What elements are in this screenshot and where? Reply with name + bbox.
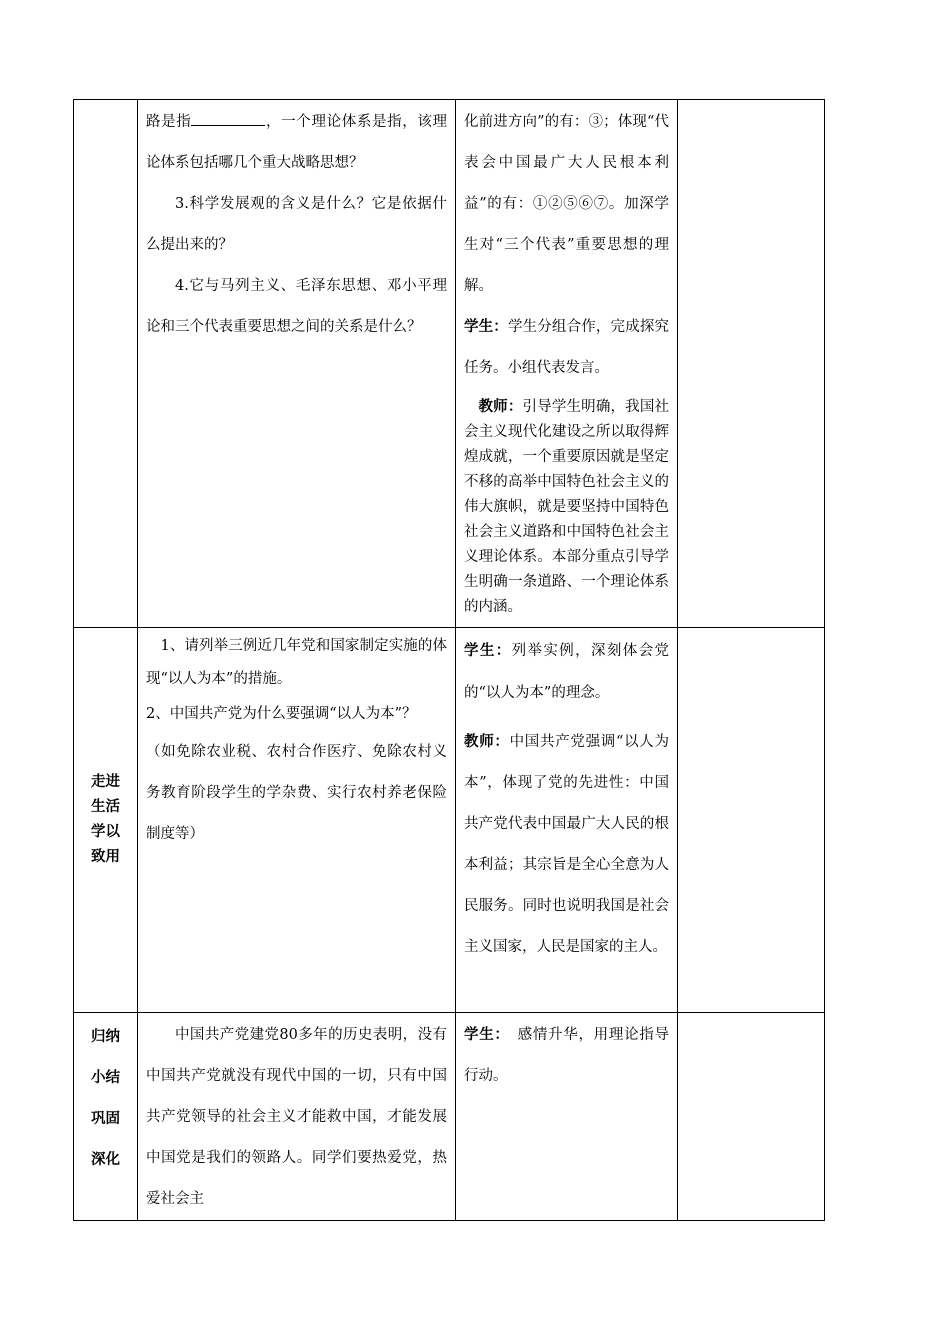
stage-label: 归纳 小结 巩固 深化 [91, 1029, 120, 1168]
note-cell [678, 100, 825, 628]
fill-in-blank [191, 109, 265, 126]
teacher-activity: 教师：引导学生明确，我国社会主义现代化建设之所以取得辉煌成就，一个重要原因就是坚定不移的高举中国特色社会主义的伟大旗帜，就是要坚持中国特色社会主义道路和中国特色社会主义理论体系。本部分重点引导学生明确一条道路、一个理论体系的内涵。 [464, 399, 669, 615]
activity-continuation: 化前进方向”的有：③；体现“代表会中国最广大人民根本利益”的有：①②⑤⑥⑦。加深学生对“三个代表”重要思想的理解。 [464, 114, 669, 294]
activity-cell [456, 628, 678, 1013]
content-text [138, 100, 455, 348]
activity-cell [456, 1013, 678, 1221]
teacher-label: 教师： [464, 734, 510, 750]
lesson-plan-table [73, 99, 825, 1221]
content-cell [138, 1013, 456, 1221]
activity-text [456, 1013, 677, 1097]
question-2-text: 路是指 ，一个理论体系是指，该理论体系包括哪几个重大战略思想？ [146, 102, 447, 184]
teacher-activity: 教师：中国共产党强调“以人为本”，体现了党的先进性：中国共产党代表中国最广大人民的根本利益；其宗旨是全心全意为人民服务。同时也说明我国是社会主义国家，人民是国家的主人。 [464, 734, 670, 955]
content-text [138, 628, 455, 855]
activity-text [456, 100, 677, 620]
table-row [74, 628, 825, 1013]
hint-text: （如免除农业税、农村合作医疗、免除农村义务教育阶段学生的学杂费、实行农村养老保险制度等） [146, 744, 447, 842]
table-row [74, 1013, 825, 1221]
teacher-label: 教师： [478, 399, 523, 415]
content-cell [138, 628, 456, 1013]
student-label: 学生： [464, 319, 508, 335]
question-1-text: 1、请列举三例近几年党和国家制定实施的体现“以人为本”的措施。 [146, 638, 447, 687]
content-cell [138, 100, 456, 628]
stage-label: 走进 生活 学以 致用 [91, 774, 120, 865]
table-row [74, 100, 825, 628]
note-cell [678, 628, 825, 1013]
summary-text: 中国共产党建党80多年的历史表明，没有中国共产党就没有现代中国的一切，只有中国共产党领导的社会主义才能救中国，才能发展中国党是我们的领路人。同学们要热爱党，热爱社会主 [146, 1027, 447, 1207]
stage-cell [74, 100, 138, 628]
student-label: 学生： [464, 643, 512, 659]
student-activity: 学生：学生分组合作，完成探究任务。小组代表发言。 [464, 319, 670, 376]
activity-text [456, 628, 677, 968]
question-3-text: 3.科学发展观的含义是什么？它是依据什么提出来的？ [146, 196, 447, 253]
student-activity: 学生： 感情升华，用理论指导行动。 [464, 1027, 670, 1084]
question-4-text: 4.它与马列主义、毛泽东思想、邓小平理论和三个代表重要思想之间的关系是什么？ [146, 278, 447, 335]
stage-cell [74, 628, 138, 1013]
question-2-text: 2、中国共产党为什么要强调“以人为本”？ [146, 706, 417, 722]
student-label: 学生： [464, 1027, 503, 1043]
stage-cell [74, 1013, 138, 1221]
activity-cell [456, 100, 678, 628]
student-activity: 学生：列举实例，深刻体会党的“以人为本”的理念。 [464, 643, 669, 701]
note-cell [678, 1013, 825, 1221]
content-text [138, 1013, 455, 1220]
